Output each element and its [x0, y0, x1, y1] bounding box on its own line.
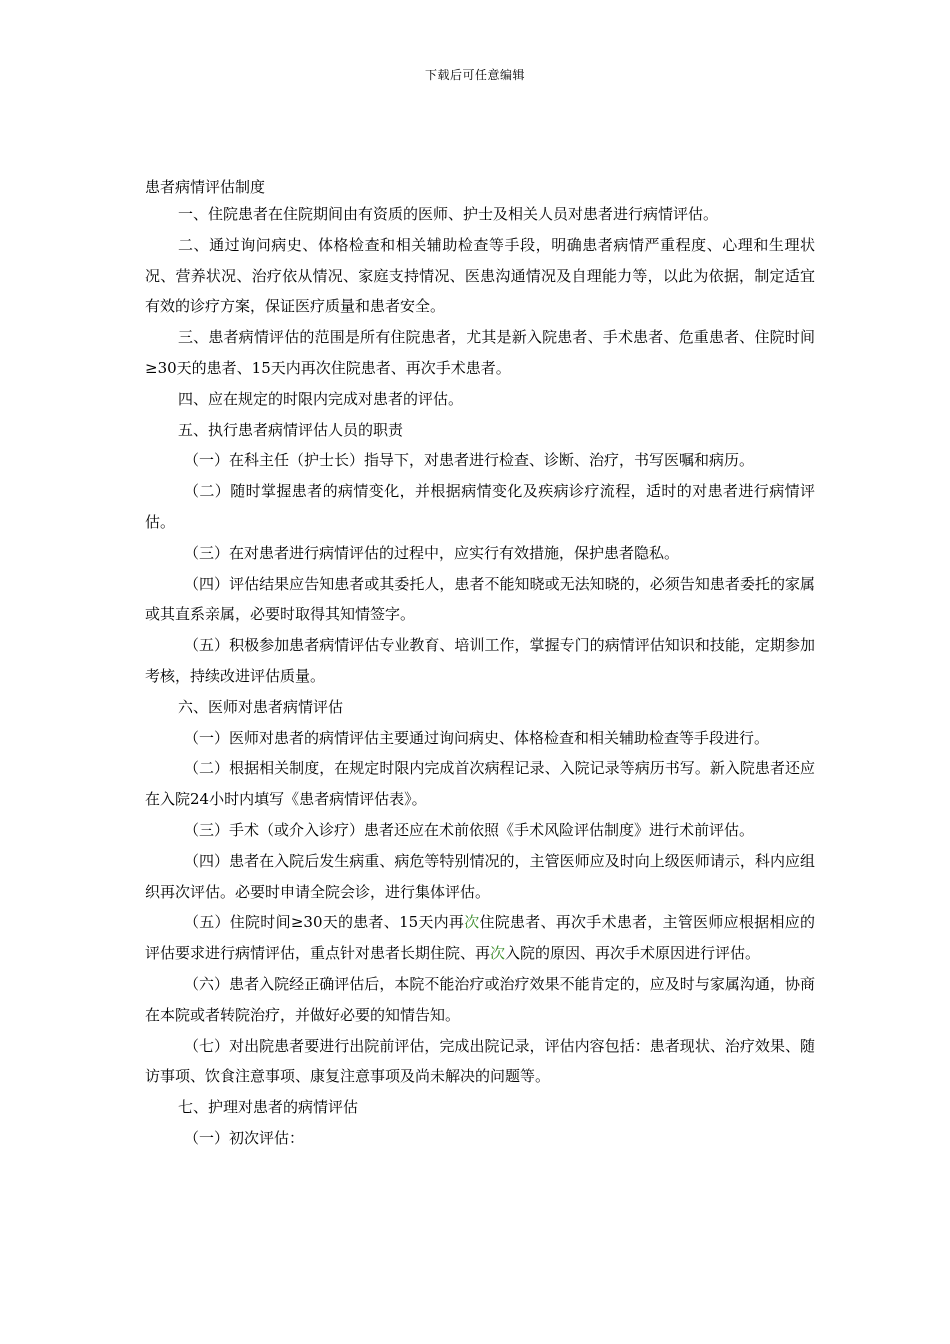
highlighted-char: 次 [464, 913, 480, 932]
document-title: 患者病情评估制度 [145, 178, 266, 196]
section-5-heading: 五、执行患者病情评估人员的职责 [178, 420, 404, 439]
section-5-item-4: （四）评估结果应告知患者或其委托人，患者不能知晓或无法知晓的，必须告知患者委托的家属或其直系亲属，必要时取得其知情签字。 [145, 574, 815, 624]
section-6-item-5-text-b: 住院患者、再次手术患者，主管医师应根据相应的评估要求进行病情评估，重点针对患者长期住院、再 [145, 913, 815, 963]
paragraph-1: 一、住院患者在住院期间由有资质的医师、护士及相关人员对患者进行病情评估。 [178, 205, 719, 223]
section-7-heading: 七、护理对患者的病情评估 [178, 1098, 359, 1117]
section-6-item-5-text-c: 入院的原因、再次手术原因进行评估。 [505, 944, 761, 963]
highlighted-char: 次 [490, 944, 506, 963]
section-6-item-4: （四）患者在入院后发生病重、病危等特别情况的，主管医师应及时向上级医师请示，科内应组织再次评估。必要时申请全院会诊，进行集体评估。 [145, 851, 815, 901]
section-6-item-1: （一）医师对患者的病情评估主要通过询问病史、体格检查和相关辅助检查等手段进行。 [184, 728, 770, 747]
section-6-item-2: （二）根据相关制度，在规定时限内完成首次病程记录、入院记录等病历书写。新入院患者还应在入院24小时内填写《患者病情评估表》。 [145, 759, 815, 809]
section-6-item-5 [145, 907, 815, 969]
header-note: 下载后可任意编辑 [424, 68, 525, 82]
paragraph-2: 二、通过询问病史、体格检查和相关辅助检查等手段，明确患者病情严重程度、心理和生理状况、营养状况、治疗依从情况、家庭支持情况、医患沟通情况及自理能力等，以此为依据，制定适宜有效的诊疗方案，保证医疗质量和患者安全。 [145, 235, 815, 316]
section-5-item-5: （五）积极参加患者病情评估专业教育、培训工作，掌握专门的病情评估知识和技能，定期参加考核，持续改进评估质量。 [145, 636, 815, 685]
section-5-item-3: （三）在对患者进行病情评估的过程中，应实行有效措施，保护患者隐私。 [184, 543, 680, 562]
section-5-item-1: （一）在科主任（护士长）指导下，对患者进行检查、诊断、治疗，书写医嘱和病历。 [184, 451, 755, 470]
paragraph-3: 三、患者病情评估的范围是所有住院患者，尤其是新入院患者、手术患者、危重患者、住院时间≥30天的患者、15天内再次住院患者、再次手术患者。 [145, 328, 815, 377]
section-6-item-5-text-a: （五）住院时间≥30天的患者、15天内再 [184, 913, 465, 932]
section-6-heading: 六、医师对患者病情评估 [178, 697, 344, 716]
section-6-item-6: （六）患者入院经正确评估后，本院不能治疗或治疗效果不能肯定的，应及时与家属沟通，协商在本院或者转院治疗，并做好必要的知情告知。 [145, 974, 815, 1024]
section-7-item-1: （一）初次评估： [184, 1128, 305, 1147]
document-body [145, 199, 815, 1154]
section-5-item-2: （二）随时掌握患者的病情变化，并根据病情变化及疾病诊疗流程，适时的对患者进行病情评估。 [145, 482, 815, 531]
section-6-item-7: （七）对出院患者要进行出院前评估，完成出院记录，评估内容包括：患者现状、治疗效果、随访事项、饮食注意事项、康复注意事项及尚未解决的问题等。 [145, 1036, 815, 1086]
paragraph-4: 四、应在规定的时限内完成对患者的评估。 [178, 389, 464, 408]
section-6-item-3: （三）手术（或介入诊疗）患者还应在术前依照《手术风险评估制度》进行术前评估。 [184, 820, 755, 839]
